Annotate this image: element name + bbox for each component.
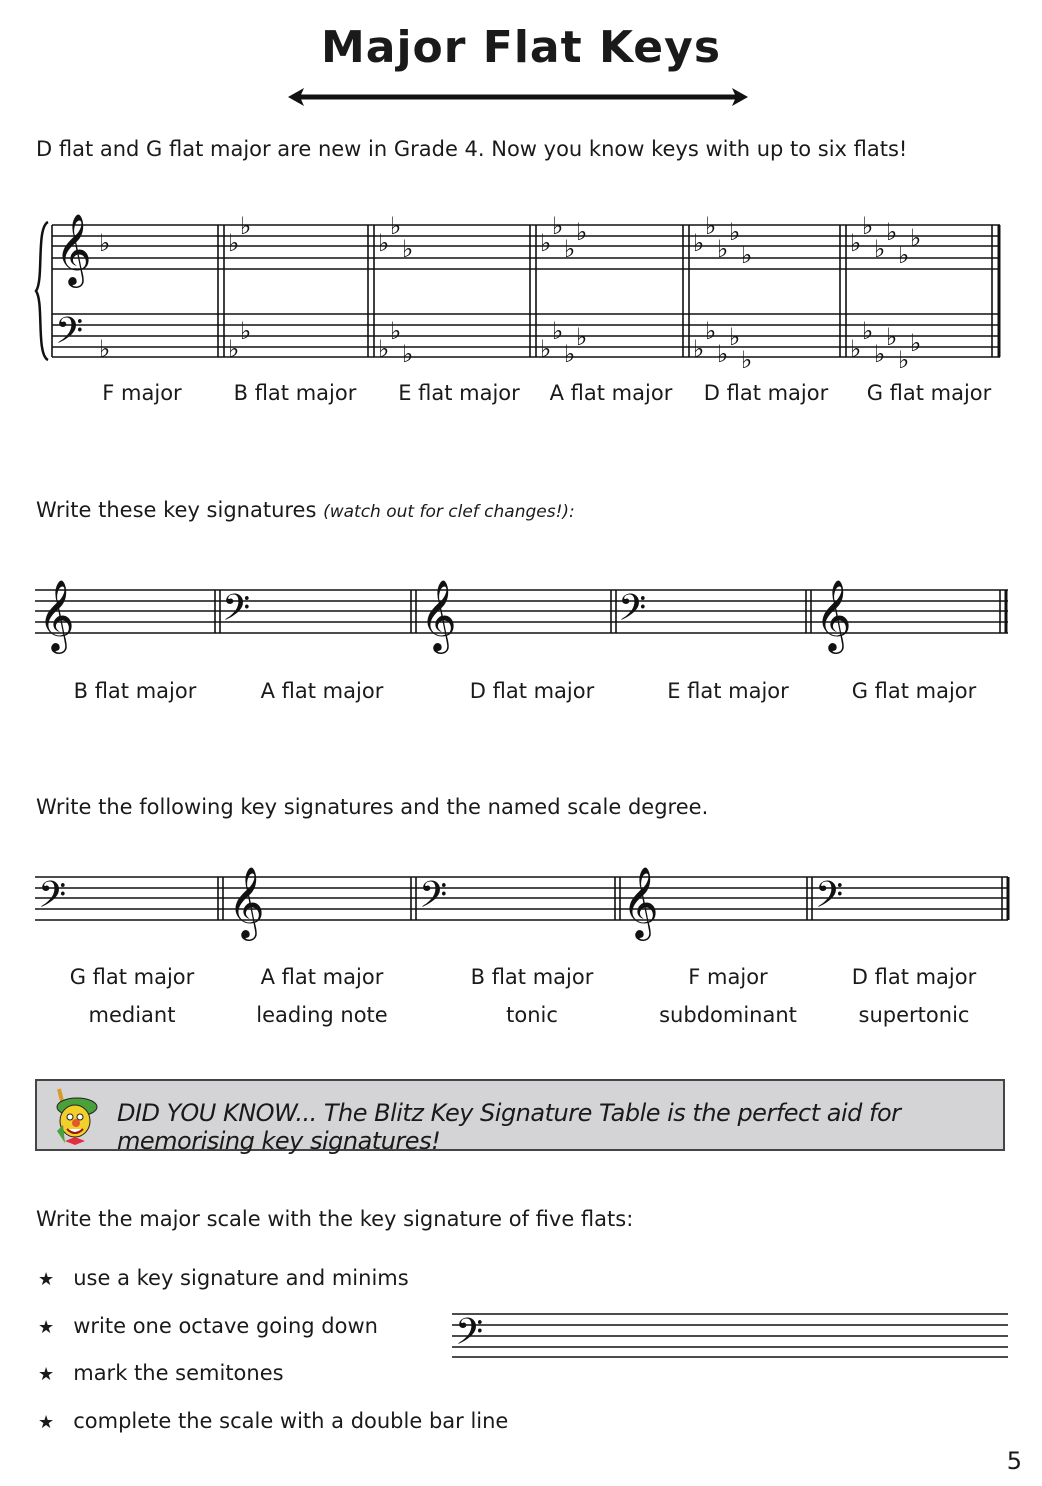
svg-text:♭: ♭ (552, 317, 564, 345)
svg-text:♭: ♭ (741, 346, 753, 374)
bass-clef-icon: 𝄢 (618, 587, 647, 638)
svg-text:♭: ♭ (402, 340, 414, 368)
svg-text:♭: ♭ (378, 229, 390, 257)
staff-section-2 (35, 590, 1008, 633)
staff-section-4 (452, 1314, 1008, 1357)
svg-text:♭: ♭ (693, 229, 705, 257)
did-you-know-box (35, 1079, 1005, 1155)
svg-text:♭: ♭ (228, 335, 240, 363)
svg-text:♭: ♭ (576, 218, 588, 246)
svg-text:♭: ♭ (850, 335, 862, 363)
svg-text:♭: ♭ (99, 229, 111, 257)
key-label: D flat major (469, 679, 595, 703)
page-number: 5 (1006, 1447, 1022, 1475)
key-label: G flat major (866, 381, 992, 405)
key-label: G flat major (69, 965, 195, 989)
bullet-item (38, 1314, 378, 1338)
key-label: B flat major (233, 381, 357, 405)
key-label: B flat major (73, 679, 197, 703)
svg-text:♭: ♭ (886, 218, 898, 246)
instruction-scale-degree: Write the following key signatures and the named scale degree. (36, 795, 709, 819)
svg-text:♭: ♭ (910, 329, 922, 357)
key-label: A flat major (549, 381, 673, 405)
svg-text:♭: ♭ (717, 235, 729, 263)
key-label: B flat major (470, 965, 594, 989)
svg-text:♭: ♭ (874, 340, 886, 368)
degree-label: subdominant (659, 1003, 797, 1027)
degree-label: tonic (506, 1003, 558, 1027)
svg-text:♭: ♭ (729, 323, 741, 351)
key-label: D flat major (703, 381, 829, 405)
key-label: D flat major (851, 965, 977, 989)
degree-label: supertonic (858, 1003, 970, 1027)
bullet-text: use a key signature and minims (73, 1266, 409, 1290)
star-icon: ★ (38, 1364, 55, 1385)
svg-text:♭: ♭ (564, 340, 576, 368)
treble-clef-icon: 𝄞 (420, 578, 457, 651)
page-title: Major Flat Keys (320, 22, 722, 73)
svg-text:♭: ♭ (862, 317, 874, 345)
key-label: E flat major (667, 679, 789, 703)
key-label: F major (688, 965, 768, 989)
key-label: A flat major (260, 965, 384, 989)
svg-text:♭: ♭ (99, 335, 111, 363)
svg-text:♭: ♭ (240, 212, 252, 240)
mascot-icon (45, 1085, 105, 1147)
double-arrow-icon (288, 88, 748, 106)
bullet-item (38, 1361, 284, 1385)
svg-text:♭: ♭ (552, 212, 564, 240)
treble-clef-icon: 𝄞 (38, 578, 75, 651)
instruction-five-flats: Write the major scale with the key signature of five flats: (36, 1207, 634, 1231)
svg-text:♭: ♭ (717, 340, 729, 368)
did-you-know-text: DID YOU KNOW... The Blitz Key Signature Table is the perfect aid for memorising key signatures! (117, 1099, 901, 1155)
bass-clef-icon: 𝄢 (38, 874, 67, 925)
svg-text:♭: ♭ (886, 323, 898, 351)
treble-clef-icon: 𝄞 (228, 865, 265, 938)
svg-text:♭: ♭ (729, 218, 741, 246)
svg-text:♭: ♭ (540, 335, 552, 363)
svg-text:♭: ♭ (862, 212, 874, 240)
star-icon: ★ (38, 1412, 55, 1433)
treble-clef-icon: 𝄞 (55, 212, 92, 285)
bullet-text: write one octave going down (73, 1314, 378, 1338)
instruction-main: Write these key signatures (36, 498, 324, 522)
instruction-aside: (watch out for clef changes!): (323, 502, 575, 522)
bass-clef-icon: 𝄢 (815, 874, 844, 925)
svg-text:♭: ♭ (874, 235, 886, 263)
instruction-write-key-signatures (36, 498, 575, 522)
staff-section-3 (35, 877, 1008, 920)
svg-text:♭: ♭ (898, 346, 910, 374)
svg-text:♭: ♭ (898, 241, 910, 269)
svg-text:♭: ♭ (402, 235, 414, 263)
bass-clef-icon: 𝄢 (222, 587, 251, 638)
key-label: F major (102, 381, 182, 405)
bullet-item (38, 1409, 508, 1433)
svg-text:♭: ♭ (850, 229, 862, 257)
intro-text: D flat and G flat major are new in Grade 4. Now you know keys with up to six flats! (36, 137, 908, 161)
bullet-text: complete the scale with a double bar line (73, 1409, 509, 1433)
degree-label: leading note (256, 1003, 388, 1027)
brace-icon (36, 222, 48, 360)
svg-text:♭: ♭ (693, 335, 705, 363)
bullet-text: mark the semitones (73, 1361, 284, 1385)
degree-label: mediant (88, 1003, 176, 1027)
svg-text:♭: ♭ (576, 323, 588, 351)
star-icon: ★ (38, 1317, 55, 1338)
treble-clef-icon: 𝄞 (622, 865, 659, 938)
key-label: G flat major (851, 679, 977, 703)
svg-text:♭: ♭ (390, 317, 402, 345)
bullet-item (38, 1266, 409, 1290)
star-icon: ★ (38, 1269, 55, 1290)
svg-text:♭: ♭ (378, 335, 390, 363)
svg-text:♭: ♭ (705, 317, 717, 345)
svg-text:♭: ♭ (228, 229, 240, 257)
bass-clef-icon: 𝄢 (419, 874, 448, 925)
svg-text:♭: ♭ (910, 224, 922, 252)
key-label: A flat major (260, 679, 384, 703)
svg-text:♭: ♭ (564, 235, 576, 263)
svg-text:♭: ♭ (240, 317, 252, 345)
bass-clef-icon: 𝄢 (55, 310, 84, 361)
key-label: E flat major (398, 381, 520, 405)
svg-text:♭: ♭ (540, 229, 552, 257)
svg-text:♭: ♭ (390, 212, 402, 240)
svg-text:♭: ♭ (741, 241, 753, 269)
svg-text:♭: ♭ (705, 212, 717, 240)
treble-clef-icon: 𝄞 (815, 578, 852, 651)
bass-clef-icon: 𝄢 (455, 1311, 484, 1362)
